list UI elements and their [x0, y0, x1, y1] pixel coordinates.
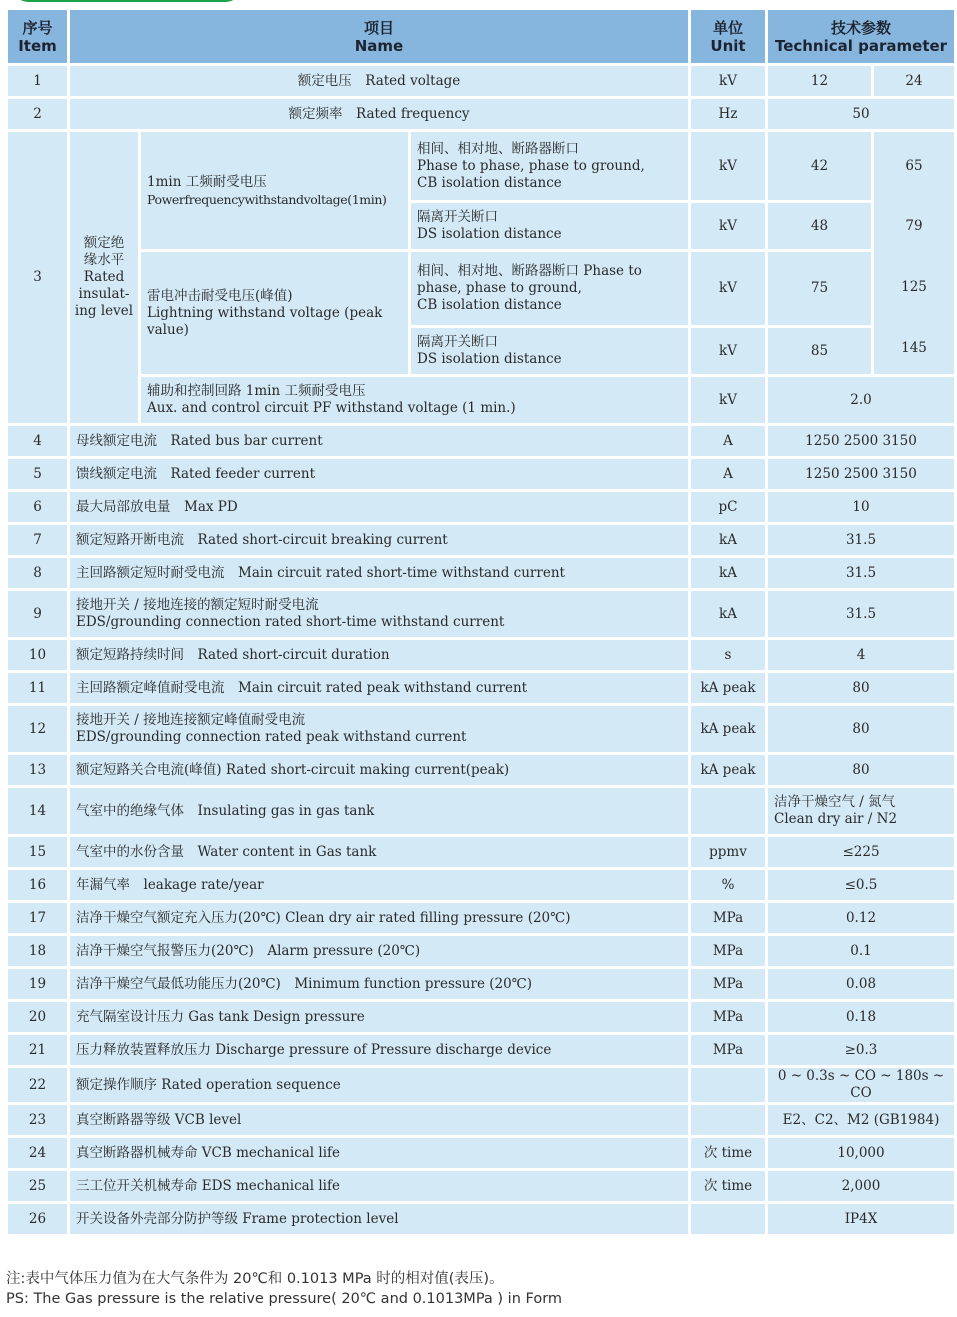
table-row	[8, 788, 954, 834]
item-value: E2、C2、M2 (GB1984)	[768, 1105, 954, 1135]
item-value: 31.5	[768, 591, 954, 637]
item-number: 4	[8, 426, 67, 456]
item-unit: A	[691, 459, 765, 489]
item-unit: MPa	[691, 1002, 765, 1032]
li-cb-label: 相间、相对地、断路器断口 Phase to phase, phase to ground, CB isolation distance	[411, 252, 688, 325]
item-unit	[691, 1068, 765, 1102]
item-name: 充气隔室设计压力 Gas tank Design pressure	[70, 1002, 688, 1032]
item-number: 13	[8, 755, 67, 785]
item-unit: Hz	[691, 99, 765, 129]
item-name: 额定短路关合电流(峰值) Rated short-circuit making current(peak)	[70, 755, 688, 785]
item-value: 2.0	[768, 377, 954, 423]
table-row	[8, 99, 954, 129]
header-technical-parameter: 技术参数 Technical parameter	[768, 10, 954, 63]
item-number: 12	[8, 706, 67, 752]
item-value: 1250 2500 3150	[768, 459, 954, 489]
item-name: 气室中的水份含量 Water content in Gas tank	[70, 837, 688, 867]
item-unit: MPa	[691, 969, 765, 999]
item-value: 2,000	[768, 1171, 954, 1201]
item-name: 洁净干燥空气最低功能压力(20℃) Minimum function pressure (20℃)	[70, 969, 688, 999]
item-unit	[691, 1105, 765, 1135]
item-unit: kV	[691, 328, 765, 374]
item-unit: MPa	[691, 1035, 765, 1065]
value-12kv: 48	[768, 203, 871, 249]
table-row	[8, 252, 954, 325]
item-unit: kV	[691, 132, 765, 200]
item-unit: s	[691, 640, 765, 670]
header-unit: 单位 Unit	[691, 10, 765, 63]
item-name: 洁净干燥空气报警压力(20℃) Alarm pressure (20℃)	[70, 936, 688, 966]
item-number: 14	[8, 788, 67, 834]
item-number: 18	[8, 936, 67, 966]
table-row	[8, 1105, 954, 1135]
item-name: 额定操作顺序 Rated operation sequence	[70, 1068, 688, 1102]
footnote-en: PS: The Gas pressure is the relative pressure( 20℃ and 0.1013MPa ) in Form	[6, 1291, 563, 1307]
table-row	[8, 525, 954, 555]
item-unit: %	[691, 870, 765, 900]
item-number: 11	[8, 673, 67, 703]
table-row	[8, 132, 954, 200]
item-value: 80	[768, 673, 954, 703]
item-name: 真空断路器等级 VCB level	[70, 1105, 688, 1135]
item-unit: MPa	[691, 903, 765, 933]
item-number: 5	[8, 459, 67, 489]
table-row	[8, 1068, 954, 1102]
item-name: 额定电压 Rated voltage	[70, 66, 688, 96]
pf-cb-label: 相间、相对地、断路器断口 Phase to phase, phase to ground, CB isolation distance	[411, 132, 688, 200]
item-value: 0.1	[768, 936, 954, 966]
item-name: 洁净干燥空气额定充入压力(20℃) Clean dry air rated filling pressure (20℃)	[70, 903, 688, 933]
table-row	[8, 492, 954, 522]
item-number: 9	[8, 591, 67, 637]
item-name: 气室中的绝缘气体 Insulating gas in gas tank	[70, 788, 688, 834]
item-value: 0.18	[768, 1002, 954, 1032]
table-row	[8, 1204, 954, 1234]
item-name: 最大局部放电量 Max PD	[70, 492, 688, 522]
value-12kv: 75	[768, 252, 871, 325]
header-name: 项目 Name	[70, 10, 688, 63]
footnote-cn: 注:表中气体压力值为在大气条件为 20℃和 0.1013 MPa 时的相对值(表压)。	[6, 1271, 504, 1287]
table-row	[8, 903, 954, 933]
item-unit: kA peak	[691, 755, 765, 785]
insulation-level-label: 额定绝 缘水平 Rated insulat- ing level	[70, 132, 138, 423]
item-number: 17	[8, 903, 67, 933]
item-name: 额定短路开断电流 Rated short-circuit breaking current	[70, 525, 688, 555]
table-row	[8, 1035, 954, 1065]
item-name: 三工位开关机械寿命 EDS mechanical life	[70, 1171, 688, 1201]
item-name: 洁净干燥空气 / 氮气 Clean dry air / N2	[768, 788, 954, 834]
item-name: 母线额定电流 Rated bus bar current	[70, 426, 688, 456]
item-name: 开关设备外壳部分防护等级 Frame protection level	[70, 1204, 688, 1234]
item-value: 0.08	[768, 969, 954, 999]
table-header-row	[8, 10, 954, 63]
item-value: 31.5	[768, 558, 954, 588]
item-value: ≤0.5	[768, 870, 954, 900]
item-unit: 次 time	[691, 1171, 765, 1201]
table-row	[8, 591, 954, 637]
item-number: 8	[8, 558, 67, 588]
item-number: 26	[8, 1204, 67, 1234]
item-value: 50	[768, 99, 954, 129]
item-unit: kA peak	[691, 673, 765, 703]
green-header-tab	[14, 0, 240, 2]
item-unit: kV	[691, 377, 765, 423]
table-row	[8, 969, 954, 999]
item-unit: kA	[691, 558, 765, 588]
table-row	[8, 673, 954, 703]
item-unit: ppmv	[691, 837, 765, 867]
table-row	[8, 870, 954, 900]
item-unit: kV	[691, 252, 765, 325]
item-number: 7	[8, 525, 67, 555]
item-number: 19	[8, 969, 67, 999]
li-ds-label: 隔离开关断口 DS isolation distance	[411, 328, 688, 374]
value-24kv: 24	[874, 66, 954, 96]
item-name: 年漏气率 leakage rate/year	[70, 870, 688, 900]
item-unit: 次 time	[691, 1138, 765, 1168]
technical-parameter-table	[5, 7, 957, 1237]
item-number: 25	[8, 1171, 67, 1201]
item-unit: kA	[691, 591, 765, 637]
pf-ds-label: 隔离开关断口 DS isolation distance	[411, 203, 688, 249]
item-value: 31.5	[768, 525, 954, 555]
item-name: 主回路额定短时耐受电流 Main circuit rated short-time withstand current	[70, 558, 688, 588]
item-number: 16	[8, 870, 67, 900]
item-name: 额定短路持续时间 Rated short-circuit duration	[70, 640, 688, 670]
item-name: 真空断路器机械寿命 VCB mechanical life	[70, 1138, 688, 1168]
item-value: 0.12	[768, 903, 954, 933]
value-12kv: 85	[768, 328, 871, 374]
item-number: 2	[8, 99, 67, 129]
power-frequency-label: 1min 工频耐受电压 Powerfrequencywithstandvoltage(1min)	[141, 132, 408, 249]
item-unit	[691, 1204, 765, 1234]
table-row	[8, 640, 954, 670]
item-value: ≤225	[768, 837, 954, 867]
table-row	[8, 459, 954, 489]
item-value: 1250 2500 3150	[768, 426, 954, 456]
item-number: 20	[8, 1002, 67, 1032]
footnote	[6, 1269, 562, 1309]
item-name: 接地开关 / 接地连接的额定短时耐受电流 EDS/grounding connection rated short-time withstand current	[70, 591, 688, 637]
aux-circuit-label: 辅助和控制回路 1min 工频耐受电压 Aux. and control circuit PF withstand voltage (1 min.)	[141, 377, 688, 423]
item-number: 1	[8, 66, 67, 96]
item-name: 主回路额定峰值耐受电流 Main circuit rated peak withstand current	[70, 673, 688, 703]
item-unit: MPa	[691, 936, 765, 966]
item-value: 10	[768, 492, 954, 522]
table-row	[8, 1138, 954, 1168]
table-row	[8, 1002, 954, 1032]
item-unit: A	[691, 426, 765, 456]
table-row	[8, 755, 954, 785]
table-row	[8, 426, 954, 456]
item-name: 馈线额定电流 Rated feeder current	[70, 459, 688, 489]
table-row	[8, 936, 954, 966]
table-row	[8, 837, 954, 867]
item-number: 15	[8, 837, 67, 867]
item-number: 23	[8, 1105, 67, 1135]
lightning-impulse-label: 雷电冲击耐受电压(峰值) Lightning withstand voltage (peak value)	[141, 252, 408, 374]
item-unit: kA	[691, 525, 765, 555]
table-row	[8, 66, 954, 96]
item-name: 压力释放装置释放压力 Discharge pressure of Pressure discharge device	[70, 1035, 688, 1065]
header-item: 序号 Item	[8, 10, 67, 63]
item-number: 21	[8, 1035, 67, 1065]
value-24kv-group: 65 79 125 145	[874, 132, 954, 374]
table-row	[8, 706, 954, 752]
item-unit: kV	[691, 66, 765, 96]
item-unit: kA peak	[691, 706, 765, 752]
item-value: 80	[768, 706, 954, 752]
item-unit: pC	[691, 492, 765, 522]
table-row	[8, 377, 954, 423]
item-value: ≥0.3	[768, 1035, 954, 1065]
item-number: 24	[8, 1138, 67, 1168]
item-number: 3	[8, 132, 67, 423]
item-value: 4	[768, 640, 954, 670]
item-value: 10,000	[768, 1138, 954, 1168]
item-value: IP4X	[768, 1204, 954, 1234]
item-number: 6	[8, 492, 67, 522]
item-number: 22	[8, 1068, 67, 1102]
item-unit	[691, 788, 765, 834]
table-row	[8, 558, 954, 588]
item-name: 额定频率 Rated frequency	[70, 99, 688, 129]
table-row	[8, 1171, 954, 1201]
value-12kv: 42	[768, 132, 871, 200]
value-12kv: 12	[768, 66, 871, 96]
item-value: 80	[768, 755, 954, 785]
item-number: 10	[8, 640, 67, 670]
item-unit: kV	[691, 203, 765, 249]
item-name: 接地开关 / 接地连接额定峰值耐受电流 EDS/grounding connection rated peak withstand current	[70, 706, 688, 752]
item-value: 0 ~ 0.3s ~ CO ~ 180s ~ CO	[768, 1068, 954, 1102]
